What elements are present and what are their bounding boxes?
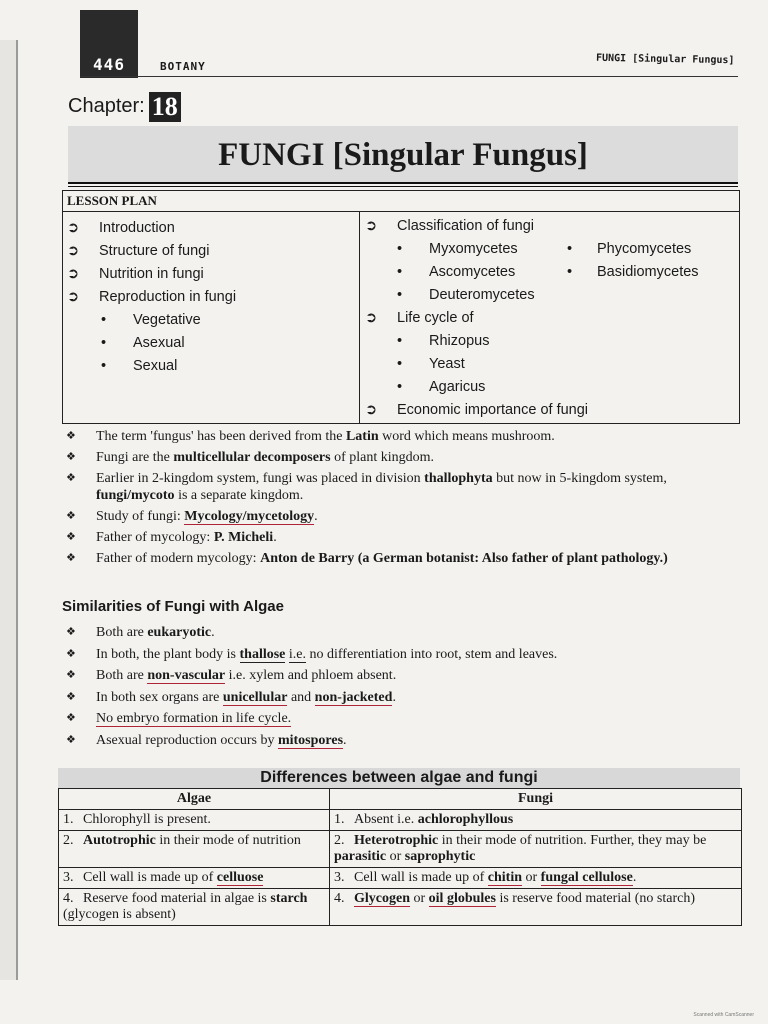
similarity-item: ❖ No embryo formation in life cycle. <box>66 711 292 726</box>
lesson-item: ➲ Economic importance of fungi <box>365 399 699 422</box>
similarities-heading: Similarities of Fungi with Algae <box>62 598 284 615</box>
chapter-number: 18 <box>149 92 181 122</box>
algae-cell: 3. Cell wall is made up of celluose <box>59 868 330 889</box>
lesson-plan-right-column <box>365 215 699 422</box>
fungi-cell: 2. Heterotrophic in their mode of nutrition. Further, they may be parasitic or saprophytic <box>330 831 742 868</box>
lesson-plan-box <box>62 190 740 424</box>
lesson-item: ➲ Reproduction in fungi <box>67 286 236 309</box>
subject-header: BOTANY <box>160 60 206 73</box>
intro-notes <box>62 428 742 571</box>
similarity-item: ❖ Asexual reproduction occurs by mitospores. <box>66 732 347 748</box>
chapter-word: Chapter: <box>68 95 145 117</box>
similarity-item: ❖ Both are eukaryotic. <box>66 625 215 640</box>
diamond-bullet-icon: ❖ <box>66 626 76 638</box>
table-row <box>59 810 742 831</box>
fungi-cell: 1. Absent i.e. achlorophyllous <box>330 810 742 831</box>
lesson-subitem: • Asexual <box>67 332 236 355</box>
lesson-item: ➲ Introduction <box>67 217 236 240</box>
lesson-item: ➲ Classification of fungi <box>365 215 699 238</box>
arrow-icon: ➲ <box>67 220 80 236</box>
header-rule <box>80 76 738 77</box>
similarity-item: ❖ Both are non-vascular i.e. xylem and phloem absent. <box>66 668 397 683</box>
bullet-icon: • <box>567 264 573 280</box>
note-item: ❖ Father of mycology: P. Micheli. <box>66 530 277 545</box>
lesson-subitem: • Ascomycetes • Basidiomycetes <box>365 261 699 284</box>
diamond-bullet-icon: ❖ <box>66 669 76 681</box>
chapter-title: FUNGI [Singular Fungus] <box>218 137 588 173</box>
table-row <box>59 868 742 889</box>
title-rule <box>68 182 738 184</box>
note-item: ❖ The term 'fungus' has been derived from the Latin word which means mushroom. <box>66 429 555 444</box>
bullet-icon: • <box>397 356 403 372</box>
note-item: ❖ Father of modern mycology: Anton de Barry (a German botanist: Also father of plant pathology.) <box>66 551 668 566</box>
fungi-cell: 3. Cell wall is made up of chitin or fungal cellulose. <box>330 868 742 889</box>
scanner-watermark: Scanned with CamScanner <box>693 1012 754 1018</box>
lesson-plan-left-column <box>67 217 236 378</box>
lesson-item: ➲ Nutrition in fungi <box>67 263 236 286</box>
diamond-bullet-icon: ❖ <box>66 690 76 703</box>
table-header-row <box>59 789 742 810</box>
diamond-bullet-icon: ❖ <box>66 712 76 724</box>
lesson-subitem: • Agaricus <box>365 376 699 399</box>
chapter-label <box>68 92 181 122</box>
algae-cell: 1. Chlorophyll is present. <box>59 810 330 831</box>
page-number-block <box>80 10 138 78</box>
differences-table <box>58 788 742 926</box>
algae-cell: 2. Autotrophic in their mode of nutrition <box>59 831 330 868</box>
bullet-icon: • <box>101 358 107 374</box>
note-item: ❖ Fungi are the multicellular decomposers of plant kingdom. <box>66 450 435 465</box>
note-item: ❖ Study of fungi: Mycology/mycetology. <box>66 509 318 524</box>
diamond-bullet-icon: ❖ <box>66 531 76 543</box>
column-header-fungi: Fungi <box>330 789 742 810</box>
running-title: FUNGI [Singular Fungus] <box>595 52 735 67</box>
diamond-bullet-icon: ❖ <box>66 552 76 564</box>
arrow-icon: ➲ <box>67 266 80 282</box>
bullet-icon: • <box>397 264 403 280</box>
similarity-item: ❖ In both sex organs are unicellular and non-jacketed. <box>66 689 396 705</box>
lesson-subitem: • Vegetative <box>67 309 236 332</box>
diamond-bullet-icon: ❖ <box>66 451 76 463</box>
title-bar <box>68 126 738 182</box>
diamond-bullet-icon: ❖ <box>66 733 76 746</box>
lesson-item: ➲ Structure of fungi <box>67 240 236 263</box>
differences-title: Differences between algae and fungi <box>58 768 740 788</box>
arrow-icon: ➲ <box>365 310 378 326</box>
title-rule-thin <box>68 186 738 187</box>
page-number: 446 <box>93 55 125 74</box>
diamond-bullet-icon: ❖ <box>66 472 76 484</box>
bullet-icon: • <box>397 379 403 395</box>
bullet-icon: • <box>101 312 107 328</box>
table-row <box>59 831 742 868</box>
arrow-icon: ➲ <box>365 402 378 418</box>
bullet-icon: • <box>397 333 403 349</box>
lesson-subitem: • Myxomycetes • Phycomycetes <box>365 238 699 261</box>
lesson-subitem: • Rhizopus <box>365 330 699 353</box>
lesson-item: ➲ Life cycle of <box>365 307 699 330</box>
similarities-list <box>62 624 742 753</box>
lesson-plan-divider <box>359 212 360 423</box>
arrow-icon: ➲ <box>365 218 378 234</box>
fungi-cell: 4. Glycogen or oil globules is reserve food material (no starch) <box>330 889 742 926</box>
bullet-icon: • <box>101 335 107 351</box>
diamond-bullet-icon: ❖ <box>66 430 76 442</box>
arrow-icon: ➲ <box>67 289 80 305</box>
lesson-subitem: • Sexual <box>67 355 236 378</box>
lesson-plan-heading: LESSON PLAN <box>63 191 739 212</box>
arrow-icon: ➲ <box>67 243 80 259</box>
similarity-item: ❖ In both, the plant body is thallose i.e. no differentiation into root, stem and leaves. <box>66 646 558 662</box>
lesson-subitem: • Yeast <box>365 353 699 376</box>
column-header-algae: Algae <box>59 789 330 810</box>
binding-edge <box>0 40 18 980</box>
diamond-bullet-icon: ❖ <box>66 647 76 660</box>
algae-cell: 4. Reserve food material in algae is starch (glycogen is absent) <box>59 889 330 926</box>
table-row <box>59 889 742 926</box>
bullet-icon: • <box>397 241 403 257</box>
lesson-subitem: • Deuteromycetes <box>365 284 699 307</box>
bullet-icon: • <box>397 287 403 303</box>
note-item: ❖ Earlier in 2-kingdom system, fungi was placed in division thallophyta but now in 5-kingdom system, fungi/mycoto is a separate kingdom. <box>66 471 667 503</box>
diamond-bullet-icon: ❖ <box>66 510 76 522</box>
bullet-icon: • <box>567 241 573 257</box>
